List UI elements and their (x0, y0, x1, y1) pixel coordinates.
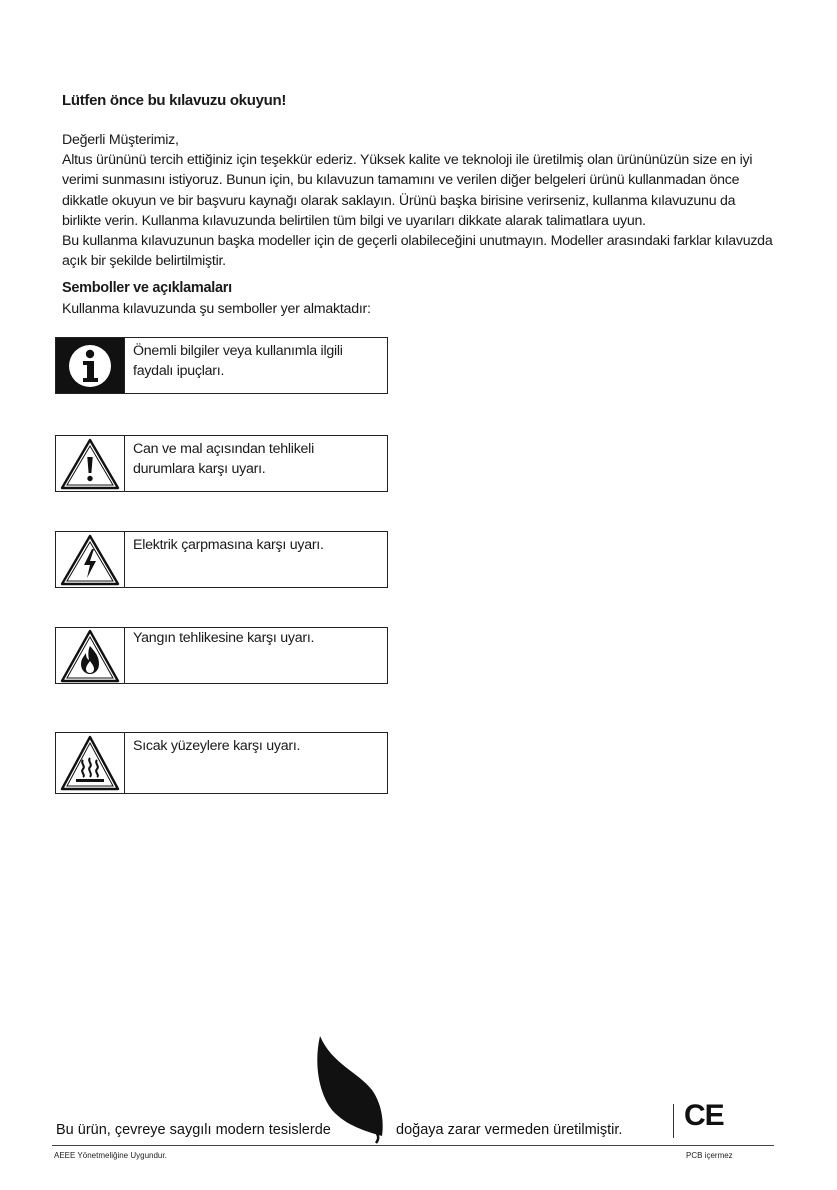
footer-right-text: PCB içermez (686, 1151, 733, 1160)
symbols-heading: Semboller ve açıklamaları (62, 280, 232, 296)
hot-surface-icon (56, 733, 125, 793)
intro-line: Altus ürününü tercih ettiğiniz için teşekkür ederiz. Yüksek kalite ve teknoloji ile üretilmiş olan ürününüzün size en iyi (62, 152, 753, 169)
intro-line: açık bir şekilde belirtilmiştir. (62, 253, 226, 270)
intro-line: Bu kullanma kılavuzunun başka modeller için de geçerli olabileceğini unutmayın. Modeller arasındaki farklar kılavuzda (62, 233, 773, 250)
footer-left-text: AEEE Yönetmeliğine Uygundur. (54, 1151, 167, 1160)
page-heading: Lütfen önce bu kılavuzu okuyun! (62, 92, 287, 109)
symbol-text-line: Elektrik çarpmasına karşı uyarı. (133, 537, 324, 553)
symbol-text (125, 532, 334, 587)
symbol-box-electric (55, 531, 388, 588)
intro-paragraph (62, 130, 802, 271)
symbol-text-line: Can ve mal açısından tehlikeli (133, 441, 314, 457)
warning-icon (56, 436, 125, 491)
symbol-box-fire (55, 627, 388, 684)
symbol-text (125, 436, 324, 491)
ce-mark: CE (684, 1099, 724, 1132)
symbol-box-hot-surface (55, 732, 388, 794)
symbol-text-line: durumlara karşı uyarı. (133, 461, 266, 477)
eco-text-right: doğaya zarar vermeden üretilmiştir. (396, 1122, 623, 1138)
symbol-text (125, 628, 324, 683)
info-icon (56, 338, 125, 393)
intro-line: birlikte verin. Kullanma kılavuzunda belirtilen tüm bilgi ve uyarıları dikkate alarak talimatlara uyun. (62, 212, 646, 229)
intro-line: dikkatle okuyun ve bir başvuru kaynağı olarak saklayın. Ürünü başka birisine verirseniz, kullanma kılavuzunu da (62, 192, 736, 209)
symbol-text-line: Önemli bilgiler veya kullanımla ilgili (133, 343, 343, 359)
footer-divider (673, 1104, 674, 1138)
symbols-intro: Kullanma kılavuzunda şu semboller yer almaktadır: (62, 301, 371, 317)
symbol-text-line: Sıcak yüzeylere karşı uyarı. (133, 738, 301, 754)
symbol-text-line: Yangın tehlikesine karşı uyarı. (133, 630, 315, 646)
fire-hazard-icon (56, 628, 125, 683)
symbol-box-warning (55, 435, 388, 492)
symbol-text (125, 733, 310, 793)
symbol-text-line: faydalı ipuçları. (133, 363, 225, 379)
eco-text-left: Bu ürün, çevreye saygılı modern tesislerde (56, 1122, 331, 1138)
intro-line: verimi sunmasını istiyoruz. Bunun için, bu kılavuzun tamamını ve verilen diğer belgeleri ürünü kullanmadan önce (62, 172, 740, 189)
symbol-box-info (55, 337, 388, 394)
footer-rule (52, 1145, 774, 1146)
symbol-text (125, 338, 353, 393)
electric-shock-icon (56, 532, 125, 587)
greeting-text: Değerli Müşterimiz, (62, 132, 179, 148)
